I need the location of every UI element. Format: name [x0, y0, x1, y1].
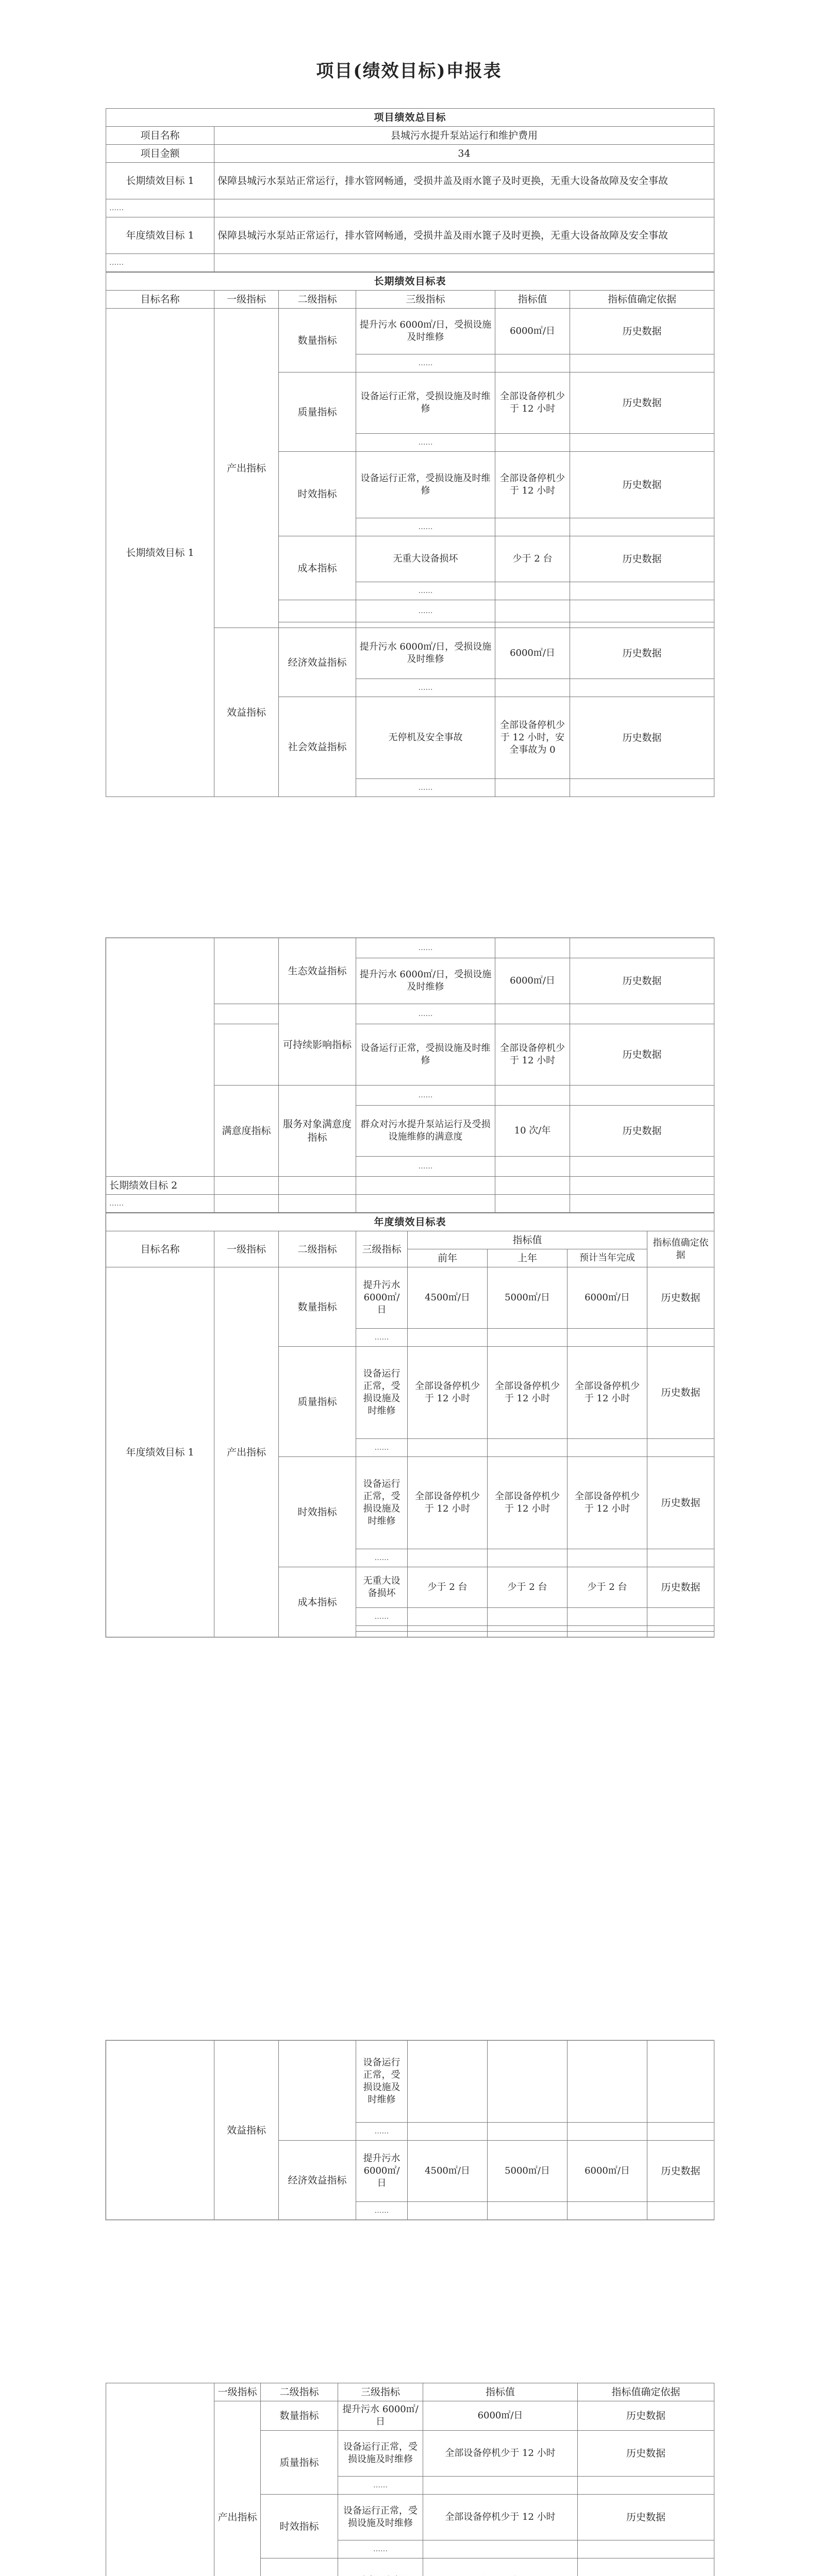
annual-table: 年度绩效目标表 目标名称 一级指标 二级指标 三级指标 指标值 指标值确定依据 前年 上年 预计当年完成 年度绩效目标 1 产出指标 数量指标 提升污水 6000㎡/日 4500㎡/日 5000㎡/日 6000㎡/日 历史数据 …… 质量指标 设备运行正常，受损设施及时维修 全部设备停机少于 12 小时 全部设备停机少于 12 小时 全部设备停机少于 12 小时 历史数据 …… 时效指标 设备运行正常，受损设施及时维修 全部设备停机少于 12 小时 全部设备停机少于 12 小时 全部设备停机少于 12 小时 历史数据 …… 成本指标 无重大设备损坏 少于 2 台 少于 2 台 少于 2 台 历史数据 ……: [106, 1213, 714, 1637]
quality-indicator: 质量指标: [279, 372, 356, 452]
long-goal-1-cell: 长期绩效目标 1: [106, 309, 214, 797]
long-term-table: 长期绩效目标表 目标名称 一级指标 二级指标 三级指标 指标值 指标值确定依据 长期绩效目标 1 产出指标 数量指标 提升污水 6000㎡/日，受损设施及时维修 6000㎡/日 历史数据 …… 质量指标 设备运行正常，受损设施及时维修 全部设备停机少于 12 小时 历史数据 …… 时效指标 设备运行正常，受损设施及时维修 全部设备停机少于 12 小时 历史数据 …… 成本指标 无重大设备损坏 少于 2 台 历史数据 …… …… 效益指标 经济效益指标 提升污水 6000㎡/日，受损设施及时维修 6000㎡/日 历史数据 …… 社会效益指标 无停机及安全事故 全部设备停机少于 12 小时，安全事故为 0 历史数据 ……: [106, 272, 714, 797]
dots-row: ……: [106, 254, 214, 272]
indicator-text: 无重大设备损坏: [356, 536, 495, 582]
output-indicator: 产出指标: [214, 309, 279, 628]
social-indicator: 社会效益指标: [279, 697, 356, 797]
long-table-continued: 生态效益指标 …… 提升污水 6000㎡/日，受损设施及时维修 6000㎡/日 历史数据 可持续影响指标 …… 设备运行正常，受损设施及时维修 全部设备停机少于 12 小时 历史数据 满意度指标 服务对象满意度指标 …… 群众对污水提升泵站运行及受损设施维修的满意度 10 次/年 历史数据 …… 长期绩效目标 2 …… 年度绩效目标表 目标名称 一级指标 二级指标 三级指标 指标值 指标值确定依据 前年 上年 预计当年完成 年度绩效目标 1 产出指标 数量指标 提升污水 6000㎡/日 4500㎡/日 5000㎡/日 6000㎡/日 历史数据 …… 质量指标 设备运行正常，受损设施及时维修 全部设备停机少于 12 小时 全部设备停机少于 12 小时 全部设备停机少于 12 小时 历史数据 …… 时效指标 设备运行正常，受损设施及时维修 全部设备停机少于 12 小时 全部设备停机少于 12 小时 全部设备停机少于 12 小时 历史数据 …… 成本指标 无重大设备损坏 少于 2 台 少于 2 台 少于 2 台 历史数据 ……: [106, 938, 714, 1637]
annual-goal-1-text: 保障县城污水泵站正常运行，排水管网畅通，受损井盖及雨水篦子及时更换，无重大设备故障及安全事故: [214, 217, 714, 254]
indicator-basis: 历史数据: [570, 697, 714, 779]
section-annual-heading: 年度绩效目标表: [106, 1213, 714, 1231]
indicator-value: 6000㎡/日: [495, 958, 570, 1004]
benefit-indicator: 效益指标: [214, 628, 279, 797]
long-goal-cell: [106, 2383, 214, 2576]
section-general-heading: 项目绩效总目标: [106, 109, 714, 127]
col-level3: 三级指标: [356, 291, 495, 309]
col-goal-name: 目标名称: [106, 291, 214, 309]
general-info-block: [106, 108, 714, 797]
sustain-indicator: 可持续影响指标: [279, 1004, 356, 1086]
indicator-text: 设备运行正常，受损设施及时维修: [356, 372, 495, 434]
indicator-basis: 历史数据: [570, 452, 714, 518]
indicator-value: 全部设备停机少于 12 小时，安全事故为 0: [495, 697, 570, 779]
indicator-basis: 历史数据: [570, 958, 714, 1004]
indicator-text: 提升污水 6000㎡/日，受损设施及时维修: [356, 309, 495, 354]
indicator-value: 少于 2 台: [495, 536, 570, 582]
timeliness-indicator: 时效指标: [279, 452, 356, 536]
dots-row: ……: [106, 199, 214, 217]
project-name-label: 项目名称: [106, 127, 214, 145]
indicator-text: 设备运行正常，受损设施及时维修: [356, 1024, 495, 1086]
indicator-basis: 历史数据: [570, 1024, 714, 1086]
quantity-indicator: 数量指标: [279, 309, 356, 372]
ecological-indicator: 生态效益指标: [279, 938, 356, 1004]
indicator-basis: 历史数据: [570, 309, 714, 354]
document-title: 项目(绩效目标)申报表: [316, 61, 502, 81]
section-long-heading: 长期绩效目标表: [106, 273, 714, 291]
col-value: 指标值: [495, 291, 570, 309]
annual-goal-1-cell: 年度绩效目标 1: [106, 1267, 214, 1637]
benefit-indicator: 效益指标: [214, 2041, 279, 2220]
indicator-text: 无停机及安全事故: [356, 697, 495, 779]
annual-goal-1-label: 年度绩效目标 1: [106, 217, 214, 254]
indicator-value: 全部设备停机少于 12 小时: [495, 1024, 570, 1086]
project-amount-label: 项目金额: [106, 145, 214, 163]
long-goal-2-label: 长期绩效目标 2: [106, 1177, 214, 1195]
indicator-text: 提升污水 6000㎡/日，受损设施及时维修: [356, 628, 495, 679]
satisfaction-indicator: 满意度指标: [214, 1086, 279, 1177]
long-goal-1-label: 长期绩效目标 1: [106, 163, 214, 199]
project-amount-value: 34: [214, 145, 714, 163]
indicator-basis: 历史数据: [570, 536, 714, 582]
general-table: [106, 108, 714, 272]
indicator-value: 全部设备停机少于 12 小时: [495, 372, 570, 434]
benefit-indicator: [214, 938, 279, 1004]
long-goal-1-text: 保障县城污水泵站正常运行，排水管网畅通，受损井盖及雨水篦子及时更换，无重大设备故障及安全事故: [214, 163, 714, 199]
indicator-value: 全部设备停机少于 12 小时: [495, 452, 570, 518]
economic-indicator: 经济效益指标: [279, 628, 356, 697]
annual-table-continued: 效益指标 设备运行正常，受损设施及时维修 …… 经济效益指标 提升污水 6000㎡/日 4500㎡/日 5000㎡/日 6000㎡/日 历史数据 ……: [106, 2040, 714, 2220]
output-indicator: 产出指标: [214, 1267, 279, 1637]
indicator-value: 6000㎡/日: [495, 628, 570, 679]
col-level2: 二级指标: [279, 291, 356, 309]
indicator-value: 10 次/年: [495, 1106, 570, 1157]
indicator-basis: 历史数据: [570, 1106, 714, 1157]
col-basis: 指标值确定依据: [570, 291, 714, 309]
indicator-basis: 历史数据: [570, 628, 714, 679]
col-level1: 一级指标: [214, 291, 279, 309]
indicator-value: 6000㎡/日: [495, 309, 570, 354]
indicator-text: 提升污水 6000㎡/日，受损设施及时维修: [356, 958, 495, 1004]
project-name-value: 县城污水提升泵站运行和维护费用: [214, 127, 714, 145]
service-sat-indicator: 服务对象满意度指标: [279, 1086, 356, 1177]
indicator-basis: 历史数据: [570, 372, 714, 434]
long-goal-variant-block: 一级指标 二级指标 三级指标 指标值 指标值确定依据 产出指标 数量指标 提升污水 6000㎡/日 6000㎡/日 历史数据 质量指标 设备运行正常，受损设施及时维修 全部设备停机少于 12 小时 历史数据 …… 时效指标 设备运行正常，受损设施及时维修 全部设备停机少于 12 小时 历史数据 ……: [106, 2383, 714, 2576]
indicator-text: 设备运行正常，受损设施及时维修: [356, 452, 495, 518]
indicator-text: 群众对污水提升泵站运行及受损设施维修的满意度: [356, 1106, 495, 1157]
cost-indicator: 成本指标: [279, 536, 356, 600]
